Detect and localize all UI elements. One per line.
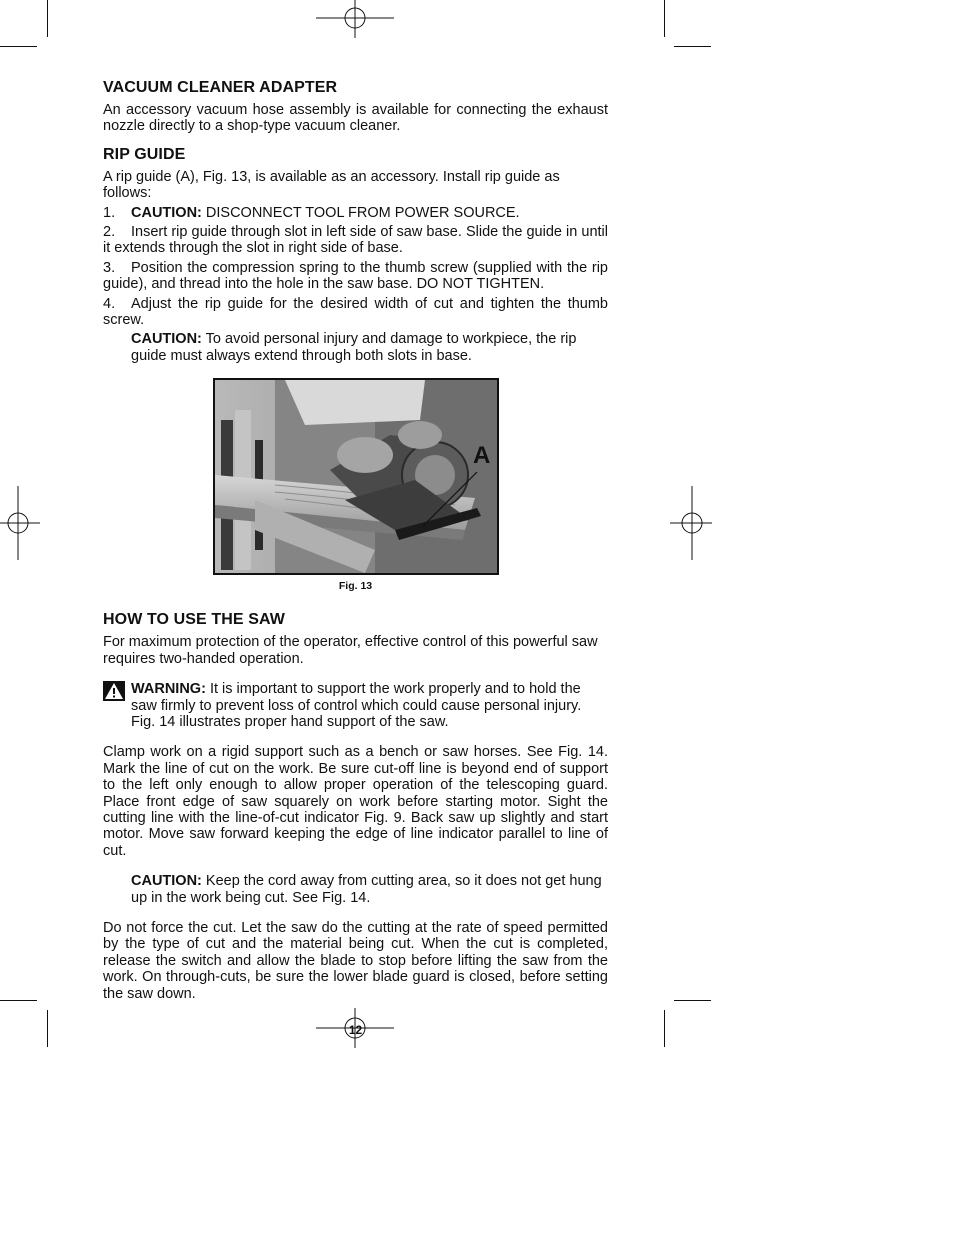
page-content (103, 78, 608, 1038)
crop-mark (674, 46, 711, 47)
how-to-intro: For maximum protection of the operator, effective control of this powerful saw requires two-handed operation. (103, 634, 598, 667)
section-heading-vacuum: VACUUM CLEANER ADAPTER (103, 79, 338, 96)
how-to-para-1: Clamp work on a rigid support such as a bench or saw horses. See Fig. 14. Mark the line of cut on the work. Be sure cut-off line is beyond end of support to the left only enough to allow proper operation of the telescoping guard. Place front edge of saw squarely on work before starting motor. Sight the cutting line with the line-of-cut indicator Fig. 9. Back saw up slightly and start motor. Move saw forward keeping the edge of line indicator parallel to line of cut. (103, 744, 608, 859)
registration-mark-icon (670, 486, 712, 560)
section-heading-rip-guide: RIP GUIDE (103, 145, 186, 163)
crop-mark (47, 0, 48, 37)
how-to-para-2: Do not force the cut. Let the saw do the cutting at the rate of speed permitted by the type of cut and the material being cut. When the cut is completed, release the switch and allow the blade to stop before lifting the saw from the work. On through-cuts, be sure the lower blade guard is closed, before setting the saw down. (103, 919, 608, 1002)
vacuum-body: An accessory vacuum hose assembly is available for connecting the exhaust nozzle directly to a shop-type vacuum cleaner. (103, 102, 608, 135)
section-heading-how-to: HOW TO USE THE SAW (103, 611, 285, 629)
registration-mark-icon (0, 486, 40, 560)
rip-guide-photo-icon (215, 380, 497, 573)
crop-mark (674, 1000, 711, 1001)
figure-photo (213, 378, 499, 575)
rip-step-3: 3. Position the compression spring to the thumb screw (supplied with the rip guide), and thread into the hole in the saw base. DO NOT TIGHTEN. (103, 259, 608, 293)
warning-triangle-icon (103, 681, 125, 701)
figure-13 (103, 378, 608, 610)
how-to-warning: WARNING: It is important to support the work properly and to hold the saw firmly to prevent loss of control which could cause personal injury. Fig. 14 illustrates proper hand support of the saw. (103, 681, 608, 730)
rip-guide-caution: CAUTION: To avoid personal injury and damage to workpiece, the rip guide must always extend through both slots in base. (131, 331, 577, 364)
figure-caption: Fig. 13 (338, 580, 373, 593)
rip-step-2: 2. Insert rip guide through slot in left side of saw base. Slide the guide in until it extends through the slot in right side of base. (103, 224, 608, 257)
figure-label-a: A (473, 442, 491, 470)
crop-mark (0, 1000, 37, 1001)
how-to-caution: CAUTION: Keep the cord away from cutting area, so it does not get hung up in the work being cut. See Fig. 14. (131, 873, 602, 906)
page-number: 12 (348, 1023, 363, 1037)
rip-step-4: 4. Adjust the rip guide for the desired width of cut and tighten the thumb screw. (103, 295, 608, 329)
crop-mark (47, 1010, 48, 1047)
rip-guide-intro: A rip guide (A), Fig. 13, is available as an accessory. Install rip guide as follows: (103, 168, 560, 202)
crop-mark (664, 1010, 665, 1047)
rip-step-1: 1. CAUTION: DISCONNECT TOOL FROM POWER SOURCE. (103, 204, 520, 221)
crop-mark (0, 46, 37, 47)
registration-mark-icon (316, 0, 394, 38)
crop-mark (664, 0, 665, 37)
